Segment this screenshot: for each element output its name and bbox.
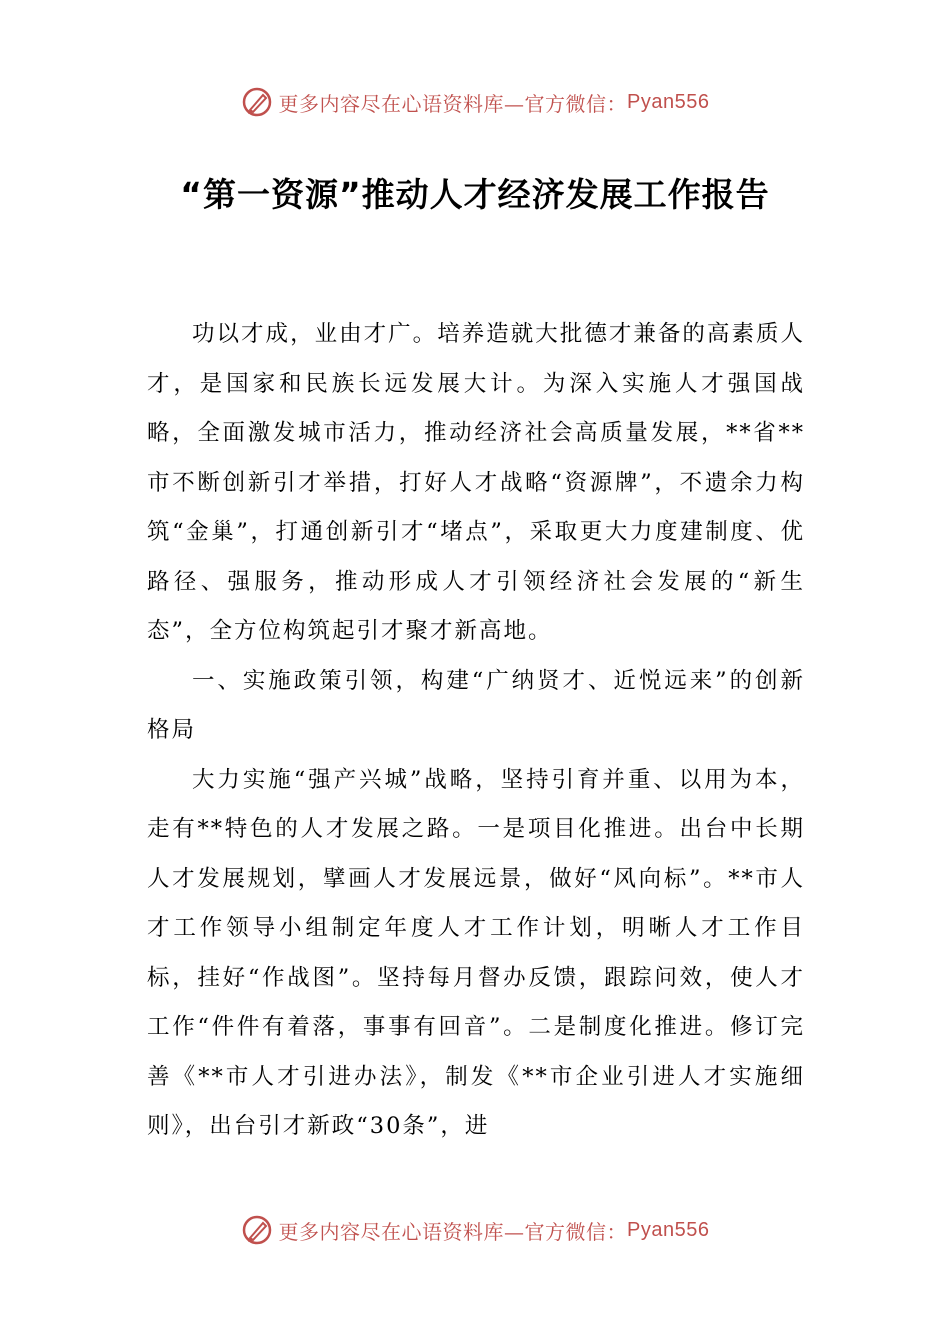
paragraph-section-1: 大力实施“强产兴城”战略，坚持引育并重、以用为本，走有**特色的人才发展之路。一是项目化推进。出台中长期人才发展规划，擘画人才发展远景，做好“风向标”。**市人才工作领导小组制定年度人才工作计划，明晰人才工作目标，挂好“作战图”。坚持每月督办反馈，跟踪问效，使人才工作“件件有着落，事事有回音”。二是制度化推进。修订完善《**市人才引进办法》，制发《**市企业引进人才实施细则》，出台引才新政“30条”，进 <box>147 766 805 1139</box>
paragraph-intro: 功以才成，业由才广。培养造就大批德才兼备的高素质人才，是国家和民族长远发展大计。为深入实施人才强国战略，全面激发城市活力，推动经济社会高质量发展，**省**市不断创新引才举措，打好人才战略“资源牌”，不遗余力构筑“金巢”，打通创新引才“堵点”，采取更大力度建制度、优路径、强服务，推动形成人才引领经济社会发展的“新生态”，全方位构筑起引才聚才新高地。 <box>147 321 805 644</box>
section-heading-1: 一、实施政策引领，构建“广纳贤才、近悦远来”的创新格局 <box>147 667 805 743</box>
footer-watermark <box>0 1210 950 1250</box>
document-body <box>147 310 805 1152</box>
pen-logo-icon <box>241 1214 273 1246</box>
watermark-text: 更多内容尽在心语资料库—官方微信： <box>278 91 628 116</box>
document-title: “第一资源”推动人才经济发展工作报告 <box>180 175 770 214</box>
watermark-text: 更多内容尽在心语资料库—官方微信： <box>278 1219 628 1244</box>
pen-logo-icon <box>241 86 273 118</box>
watermark-handle: Pyan556 <box>627 1218 710 1241</box>
watermark-handle: Pyan556 <box>627 90 710 113</box>
header-watermark <box>0 82 950 122</box>
